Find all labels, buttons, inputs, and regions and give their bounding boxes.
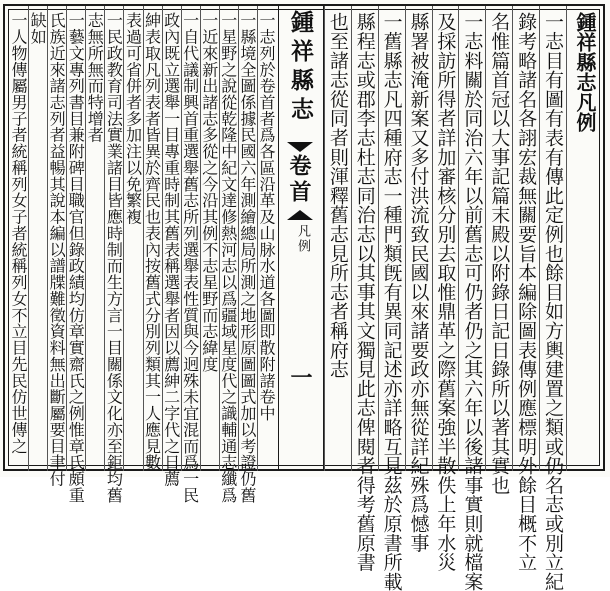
text-column: 名惟篇首冠以大事記篇末殿以附錄日記日錄所以著其實也 (488, 12, 511, 495)
text-column: 志無所無而特增者 (85, 12, 105, 143)
text-column: 也至諸志從同者則渾釋舊志見所志者稱府志 (326, 12, 349, 379)
text-column: 一縣境全圖係據民國六年測繪總局所測之地形原圖圖式加以考證仍舊 (237, 12, 257, 504)
text-column: 缺如 (28, 12, 48, 45)
text-column: 一星野之說從乾隆中紀文達修熱河志以爲疆域星度代之識輔通志纖爲 (218, 12, 238, 504)
fishtail-mark-top (287, 142, 313, 152)
text-column: 縣署被淹新案又多付洪流致民國以來諸要政亦無從詳紀殊爲憾事 (407, 12, 430, 553)
text-column: 錄考略諸名各詡宏裁無關要旨本編除圖表傳例應標明外餘目概不立 (515, 12, 538, 572)
text-column: 紳表取凡列表者皆異於齊民也表內按舊式分別列類其一人應見數 (142, 12, 162, 471)
volume-label: 卷首 (286, 154, 312, 206)
text-column: 一人物傳屬男子者統稱列女子者統稱列女不立目先民仿世傳之 (9, 12, 29, 454)
column-rule (512, 6, 513, 471)
text-column: 一民政教育司法實業諸目皆應時制而生方言一目關係文化亦至鉅均舊 (104, 12, 124, 504)
column-rule (405, 6, 406, 471)
column-rule (162, 6, 163, 471)
fishtail-mark-bottom (287, 210, 313, 220)
book-title: 鍾祥縣志 (287, 10, 314, 126)
text-column: 一志列於卷首者爲各區沿革及山脉水道各圖即散附諸卷中 (256, 12, 276, 422)
column-rule (257, 6, 258, 471)
column-rule (66, 6, 67, 471)
text-column: 一舊縣志凡四種府志一種門類旣有異同記述亦詳略互見茲於原書所載 (380, 12, 403, 591)
text-column: 氏族近來諸志列者益暢其說本編以譜牒難徵資料無出斷屬要目聿付 (47, 12, 67, 487)
column-rule (104, 6, 105, 471)
column-rule (566, 6, 567, 471)
center-fold (278, 6, 324, 471)
text-column: 縣程志或郡李志杜志同治志以其事其文獨見此志俾閱者得考舊原書 (353, 12, 376, 572)
column-rule (458, 6, 459, 471)
column-rule (485, 6, 486, 471)
page-number: 一 (287, 366, 313, 388)
column-rule (181, 6, 182, 471)
column-rule (324, 6, 325, 471)
page-title: 鍾祥縣志凡例 (573, 12, 597, 132)
text-column: 一近來新出諸志多從之今沿其例不志星野而志緯度 (199, 12, 219, 373)
text-column: 一志料關於同治六年以前舊志可仍者仍之其六年以後諸事實則就檔案 (461, 12, 484, 591)
column-rule (200, 6, 201, 471)
column-rule (85, 6, 86, 471)
column-rule (238, 6, 239, 471)
column-rule (28, 6, 29, 471)
column-rule (123, 6, 124, 471)
column-rule (219, 6, 220, 471)
column-rule (143, 6, 144, 471)
column-rule (47, 6, 48, 471)
text-column: 一自代議制興首重選舉舊志所列選舉表性質與今迥殊未宜混而爲一民 (180, 12, 200, 504)
text-column: 一志目有圖有表有傳此定例也餘目如方輿建置之類或仍名志或別立紀 (541, 12, 564, 591)
text-column: 政內既立選舉一目專重時制其舊表稱選舉者因以薦紳二字代之日薦 (161, 12, 181, 487)
column-rule (378, 6, 379, 471)
text-column: 及採訪所得者詳加審核分別去取惟鼎革之際舊案強半散佚上年水災 (434, 12, 457, 572)
column-rule (351, 6, 352, 471)
column-rule (539, 6, 540, 471)
section-label: 凡例 (295, 224, 310, 254)
column-rule (432, 6, 433, 471)
text-column: 表過可省併者多加注以免繁複 (123, 12, 143, 225)
text-column: 一藝文專列書目兼附碑目職官但錄政績均仿章實齋氏之例惟章氏頗重 (66, 12, 86, 504)
